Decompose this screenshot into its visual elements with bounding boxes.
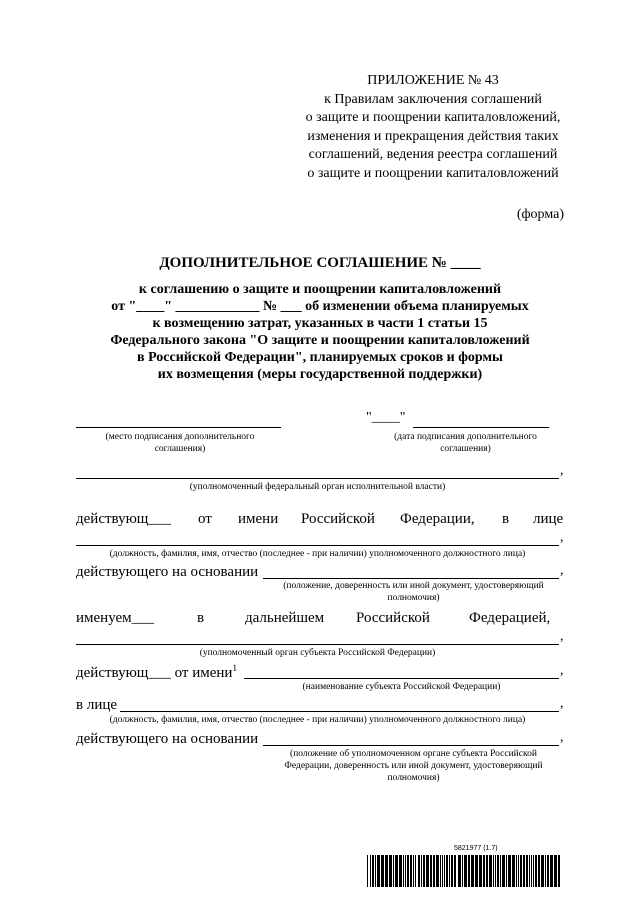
barcode-bar xyxy=(440,855,441,887)
barcode-bar xyxy=(389,855,392,887)
barcode-bar xyxy=(426,855,429,887)
barcode-bar xyxy=(399,855,402,887)
official-name-field-2[interactable] xyxy=(120,711,559,712)
row1-word: Российской xyxy=(301,511,375,527)
signing-date-day: "____" xyxy=(366,410,406,425)
comma: , xyxy=(560,463,564,478)
federal-body-caption: (уполномоченный федеральный орган исполнительной власти) xyxy=(189,482,446,492)
signing-place-field[interactable] xyxy=(76,427,281,428)
comma: , xyxy=(560,530,564,545)
barcode-bar xyxy=(446,855,448,887)
barcode-bar xyxy=(506,855,507,887)
barcode-bar xyxy=(497,855,499,887)
barcode-bar xyxy=(554,855,557,887)
appendix-line: соглашений, ведения реестра соглашений xyxy=(308,147,558,162)
in-person-label: в лице xyxy=(76,697,118,713)
row1-word: действующ___ xyxy=(76,511,171,527)
appendix-line: о защите и поощрении капиталовложений, xyxy=(305,110,561,125)
barcode-bar xyxy=(558,855,560,887)
official-caption: (должность, фамилия, имя, отчество (последнее - при наличии) уполномоченного должностного лица) xyxy=(109,549,526,559)
row2-word: Федерацией, xyxy=(469,610,551,626)
barcode-bar xyxy=(495,855,496,887)
acting-on-behalf-text: действующ___ от имени xyxy=(76,665,233,681)
barcode xyxy=(367,855,561,887)
barcode-bar xyxy=(533,855,534,887)
barcode-bar xyxy=(464,855,467,887)
subtitle-line: Федерального закона "О защите и поощрении капиталовложений xyxy=(110,333,530,348)
barcode-bar xyxy=(535,855,537,887)
appendix-line: изменения и прекращения действия таких xyxy=(307,128,559,144)
barcode-bar xyxy=(523,855,525,887)
barcode-bar xyxy=(541,855,544,887)
barcode-bar xyxy=(381,855,384,887)
acting-basis-label: действующего на основании xyxy=(76,564,259,580)
row1-word: имени xyxy=(238,511,279,527)
subtitle-line: от "____" ____________ № ___ об изменении объема планируемых xyxy=(111,299,529,314)
barcode-bar xyxy=(500,855,501,887)
barcode-bar xyxy=(436,855,439,887)
subject-caption: (наименование субъекта Российской Федерации) xyxy=(302,682,501,692)
barcode-bar xyxy=(512,855,515,887)
barcode-number: 5821977 (1.7) xyxy=(454,845,498,852)
barcode-bar xyxy=(372,855,374,887)
appendix-line: к Правилам заключения соглашений xyxy=(324,91,542,107)
barcode-bar xyxy=(547,855,549,887)
barcode-bar xyxy=(550,855,553,887)
barcode-bar xyxy=(407,855,409,887)
appendix-line: о защите и поощрении капиталовложений xyxy=(307,165,559,181)
comma: , xyxy=(560,629,564,644)
footnote-mark[interactable]: 1 xyxy=(232,663,237,673)
comma: , xyxy=(560,730,564,745)
subtitle-line: к возмещению затрат, указанных в части 1 статьи 15 xyxy=(152,316,488,331)
barcode-bar xyxy=(489,855,492,887)
row1-word: Федерации, xyxy=(400,511,475,527)
appendix-block xyxy=(288,72,578,183)
barcode-bar xyxy=(468,855,470,887)
barcode-bar xyxy=(483,855,485,887)
barcode-bar xyxy=(410,855,412,887)
barcode-bar xyxy=(405,855,406,887)
barcode-bar xyxy=(421,855,422,887)
barcode-bar xyxy=(377,855,380,887)
barcode-bar xyxy=(423,855,425,887)
barcode-bar xyxy=(375,855,376,887)
barcode-bar xyxy=(415,855,416,887)
barcode-bar xyxy=(458,855,461,887)
row2-word: дальнейшем xyxy=(245,610,325,626)
barcode-bar xyxy=(475,855,478,887)
barcode-bar xyxy=(385,855,388,887)
appendix-title: ПРИЛОЖЕНИЕ № 43 xyxy=(367,73,499,88)
barcode-bar xyxy=(516,855,517,887)
signing-place-caption: (место подписания дополнительного соглашения) xyxy=(105,432,255,454)
barcode-bar xyxy=(520,855,522,887)
barcode-bar xyxy=(493,855,494,887)
barcode-bar xyxy=(393,855,394,887)
barcode-bar xyxy=(430,855,432,887)
federal-body-field[interactable] xyxy=(76,478,559,479)
barcode-bar xyxy=(370,855,371,887)
document-subtitle xyxy=(0,281,640,383)
barcode-bar xyxy=(471,855,474,887)
subtitle-line: их возмещения (меры государственной поддержки) xyxy=(157,367,483,382)
barcode-bar xyxy=(545,855,546,887)
barcode-bar xyxy=(367,855,368,887)
barcode-bar xyxy=(479,855,482,887)
barcode-bar xyxy=(449,855,450,887)
barcode-bar xyxy=(395,855,398,887)
barcode-bar xyxy=(442,855,443,887)
basis-field[interactable] xyxy=(263,578,559,579)
official-caption-2: (должность, фамилия, имя, отчество (последнее - при наличии) уполномоченного должностного лица) xyxy=(109,715,526,725)
barcode-bar xyxy=(502,855,505,887)
regional-body-caption: (уполномоченный орган субъекта Российской Федерации) xyxy=(199,648,436,658)
barcode-bar xyxy=(418,855,420,887)
comma: , xyxy=(560,563,564,578)
basis-caption: (положение, доверенность или иной документ, удостоверяющий полномочия) xyxy=(283,581,544,603)
barcode-bar xyxy=(444,855,445,887)
barcode-bar xyxy=(413,855,414,887)
barcode-bar xyxy=(531,855,532,887)
regional-basis-caption: (положение об уполномоченном органе субъекта Российской Федерации, доверенность или иной документ, удостоверяющий полномочия) xyxy=(284,749,543,783)
barcode-bar xyxy=(526,855,528,887)
barcode-bar xyxy=(454,855,456,887)
barcode-bar xyxy=(451,855,453,887)
signing-date-field[interactable] xyxy=(413,427,549,428)
row1-word: от xyxy=(198,511,212,527)
acting-basis-label-2: действующего на основании xyxy=(76,731,259,747)
official-name-field[interactable] xyxy=(76,545,559,546)
barcode-bar xyxy=(403,855,404,887)
signing-date-caption: (дата подписания дополнительного соглашения) xyxy=(394,432,537,454)
barcode-bar xyxy=(462,855,463,887)
barcode-bar xyxy=(486,855,488,887)
acting-on-behalf-label xyxy=(76,663,237,682)
row2-word: Российской xyxy=(356,610,430,626)
barcode-bar xyxy=(433,855,435,887)
form-label: (форма) xyxy=(516,207,564,222)
subtitle-line: к соглашению о защите и поощрении капиталовложений xyxy=(138,282,502,297)
subject-name-field[interactable] xyxy=(244,678,559,679)
barcode-bar xyxy=(538,855,540,887)
subtitle-line: в Российской Федерации", планируемых сроков и формы xyxy=(137,350,503,365)
barcode-bar xyxy=(518,855,519,887)
row1-word: в xyxy=(502,511,510,527)
barcode-bar xyxy=(508,855,511,887)
comma: , xyxy=(560,663,564,678)
regional-body-field[interactable] xyxy=(76,644,559,645)
row1-word: лице xyxy=(533,511,564,527)
basis-field-2[interactable] xyxy=(263,745,559,746)
row2-word: именуем___ xyxy=(76,610,155,626)
barcode-bar xyxy=(529,855,530,887)
comma: , xyxy=(560,696,564,711)
row2-word: в xyxy=(197,610,205,626)
document-title: ДОПОЛНИТЕЛЬНОЕ СОГЛАШЕНИЕ № ____ xyxy=(159,255,481,271)
